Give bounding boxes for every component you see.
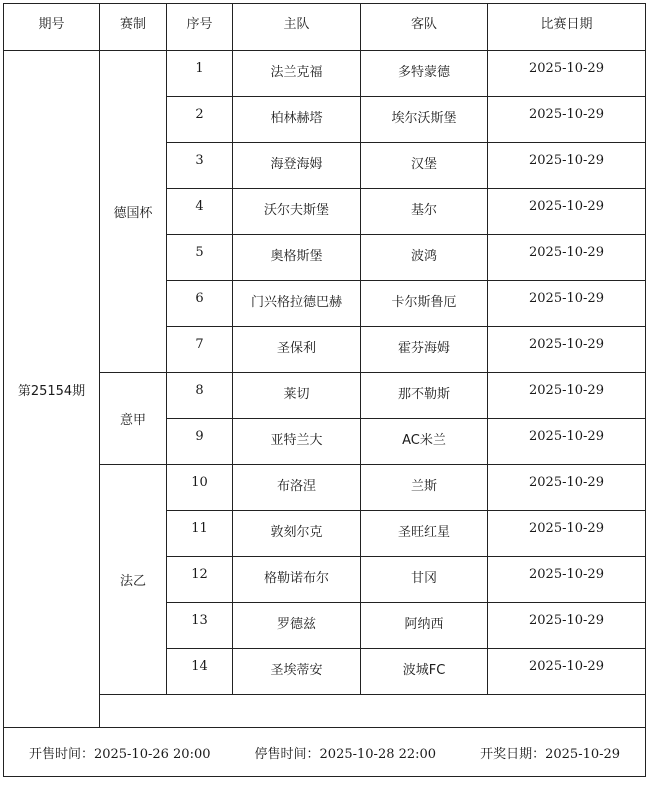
table-row (4, 373, 646, 419)
away-team: 波城FC (361, 649, 488, 695)
match-number: 5 (167, 235, 233, 281)
match-number: 4 (167, 189, 233, 235)
match-date: 2025-10-29 (488, 649, 646, 695)
period-cell: 第25154期 (4, 51, 100, 728)
match-number: 6 (167, 281, 233, 327)
draw-date-value: 2025-10-29 (545, 746, 621, 762)
home-team: 柏林赫塔 (233, 97, 361, 143)
match-number: 2 (167, 97, 233, 143)
match-number: 8 (167, 373, 233, 419)
sale-start-label: 开售时间： (28, 746, 94, 762)
away-team: 波鸿 (361, 235, 488, 281)
home-team: 罗德兹 (233, 603, 361, 649)
home-team: 门兴格拉德巴赫 (233, 281, 361, 327)
header-match-date: 比赛日期 (488, 4, 646, 51)
sale-stop-value: 2025-10-28 22:00 (319, 746, 437, 762)
sale-stop-label: 停售时间： (254, 746, 320, 762)
header-competition: 赛制 (100, 4, 167, 51)
match-number: 12 (167, 557, 233, 603)
header-home-team: 主队 (233, 4, 361, 51)
sale-info-footer (4, 728, 646, 777)
away-team: 汉堡 (361, 143, 488, 189)
match-schedule-table (3, 3, 646, 777)
table-row (4, 51, 646, 97)
home-team: 敦刻尔克 (233, 511, 361, 557)
competition-cell-ligue-2: 法乙 (100, 465, 167, 695)
home-team: 海登海姆 (233, 143, 361, 189)
match-date: 2025-10-29 (488, 97, 646, 143)
away-team: 阿纳西 (361, 603, 488, 649)
match-number: 3 (167, 143, 233, 189)
match-date: 2025-10-29 (488, 189, 646, 235)
header-period: 期号 (4, 4, 100, 51)
sale-start (29, 743, 211, 762)
header-number: 序号 (167, 4, 233, 51)
home-team: 圣埃蒂安 (233, 649, 361, 695)
away-team: 兰斯 (361, 465, 488, 511)
competition-cell-dfb-pokal: 德国杯 (100, 51, 167, 373)
header-row (4, 4, 646, 51)
sale-stop (255, 743, 437, 762)
match-number: 7 (167, 327, 233, 373)
away-team: 圣旺红星 (361, 511, 488, 557)
match-date: 2025-10-29 (488, 51, 646, 97)
match-date: 2025-10-29 (488, 327, 646, 373)
home-team: 莱切 (233, 373, 361, 419)
footer-row (4, 728, 646, 777)
match-date: 2025-10-29 (488, 557, 646, 603)
table-row (4, 465, 646, 511)
match-date: 2025-10-29 (488, 419, 646, 465)
header-away-team: 客队 (361, 4, 488, 51)
match-number: 13 (167, 603, 233, 649)
match-number: 1 (167, 51, 233, 97)
blank-cell (100, 695, 646, 728)
home-team: 沃尔夫斯堡 (233, 189, 361, 235)
sale-start-value: 2025-10-26 20:00 (93, 746, 211, 762)
away-team: AC米兰 (361, 419, 488, 465)
home-team: 亚特兰大 (233, 419, 361, 465)
home-team: 圣保利 (233, 327, 361, 373)
competition-cell-serie-a: 意甲 (100, 373, 167, 465)
home-team: 奥格斯堡 (233, 235, 361, 281)
match-date: 2025-10-29 (488, 235, 646, 281)
match-date: 2025-10-29 (488, 373, 646, 419)
match-number: 10 (167, 465, 233, 511)
draw-date (480, 743, 620, 762)
blank-row (4, 695, 646, 728)
away-team: 那不勒斯 (361, 373, 488, 419)
match-number: 14 (167, 649, 233, 695)
match-date: 2025-10-29 (488, 511, 646, 557)
match-date: 2025-10-29 (488, 143, 646, 189)
match-date: 2025-10-29 (488, 603, 646, 649)
match-number: 11 (167, 511, 233, 557)
away-team: 多特蒙德 (361, 51, 488, 97)
home-team: 法兰克福 (233, 51, 361, 97)
away-team: 霍芬海姆 (361, 327, 488, 373)
home-team: 格勒诺布尔 (233, 557, 361, 603)
match-number: 9 (167, 419, 233, 465)
away-team: 埃尔沃斯堡 (361, 97, 488, 143)
away-team: 甘冈 (361, 557, 488, 603)
away-team: 卡尔斯鲁厄 (361, 281, 488, 327)
home-team: 布洛涅 (233, 465, 361, 511)
draw-date-label: 开奖日期： (480, 746, 546, 762)
match-date: 2025-10-29 (488, 281, 646, 327)
match-date: 2025-10-29 (488, 465, 646, 511)
away-team: 基尔 (361, 189, 488, 235)
